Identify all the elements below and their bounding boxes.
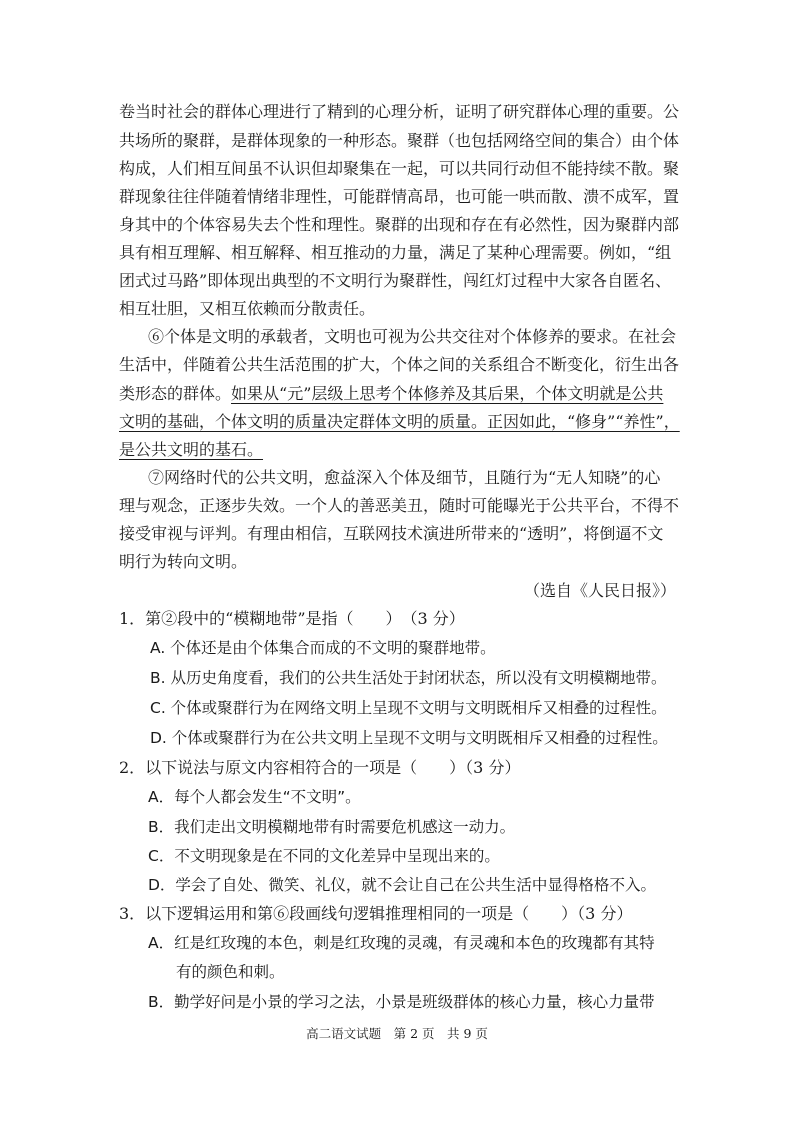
passage-line: 卷当时社会的群体心理进行了精到的心理分析，证明了研究群体心理的重要。公: [119, 102, 680, 121]
passage-line: 具有相互理解、相互解释、相互推动的力量，满足了某种心理需要。例如，“组: [119, 243, 672, 262]
passage-line: 身其中的个体容易失去个性和理性。聚群的出现和存在有必然性，因为聚群内部: [119, 215, 680, 234]
question-stem: 2．以下说法与原文内容相符合的一项是（ ）（3 分）: [119, 758, 521, 777]
option-d: D．学会了自处、微笑、礼仪，就不会让自己在公共生活中显得格格不入。: [148, 876, 656, 894]
source-citation: （选自《人民日报》）: [523, 581, 676, 600]
underlined-sentence: 如果从“元”层级上思考个体修养及其后果，个体文明就是公共: [231, 384, 664, 403]
option-a: A．每个人都会发生“不文明”。: [148, 788, 361, 806]
option-a: A. 个体还是由个体集合而成的不文明的聚群地带。: [150, 639, 496, 657]
passage-text: 类形态的群体。: [119, 384, 232, 403]
question-stem: 1．第②段中的“模糊地带”是指（ ） （3 分）: [119, 609, 465, 628]
passage-line: 团式过马路”即体现出典型的不文明行为聚群性，闯红灯过程中大家各自匿名、: [119, 271, 672, 290]
underlined-sentence: 文明的基础，个体文明的质量决定群体文明的质量。正因如此，“修身”“养性”，: [119, 412, 680, 431]
passage-line: ⑦网络时代的公共文明，愈益深入个体及细节，且随行为“无人知晓”的心: [148, 468, 661, 487]
passage-line: [119, 384, 663, 404]
passage-line: 明行为转向文明。: [119, 552, 248, 571]
question-stem: 3．以下逻辑运用和第⑥段画线句逻辑推理相同的一项是（ ）（3 分）: [119, 904, 633, 923]
passage-line: ⑥个体是文明的承载者，文明也可视为公共交往对个体修养的要求。在社会: [148, 327, 677, 346]
underlined-sentence: 是公共文明的基石。: [119, 440, 264, 459]
passage-line: 相互壮胆，又相互依赖而分散责任。: [119, 299, 376, 318]
option-d: D. 个体或聚群行为在公共文明上呈现不文明与文明既相斥又相叠的过程性。: [150, 729, 668, 747]
option-a: A．红是红玫瑰的本色，刺是红玫瑰的灵魂，有灵魂和本色的玫瑰都有其特: [148, 934, 655, 952]
option-a-continued: 有的颜色和刺。: [176, 963, 285, 981]
option-b: B. 从历史角度看，我们的公共生活处于封闭状态，所以没有文明模糊地带。: [150, 669, 667, 687]
option-b: B．我们走出文明模糊地带有时需要危机感这一动力。: [148, 818, 516, 836]
option-c: C. 个体或聚群行为在网络文明上呈现不文明与文明既相斥又相叠的过程性。: [150, 699, 667, 717]
passage-line: 理与观念，正逐步失效。一个人的善恶美丑，随时可能曝光于公共平台，不得不: [119, 496, 680, 515]
passage-line: 生活中，伴随着公共生活范围的扩大，个体之间的关系组合不断变化，衍生出各: [119, 355, 680, 374]
passage-line: 构成，人们相互间虽不认识但却聚集在一起，可以共同行动但不能持续不散。聚: [119, 159, 680, 178]
option-c: C．不文明现象是在不同的文化差异中呈现出来的。: [148, 847, 500, 865]
page-footer: 高二语文试题 第 2 页 共 9 页: [306, 1026, 488, 1041]
passage-line: 共场所的聚群，是群体现象的一种形态。聚群（也包括网络空间的集合）由个体: [119, 131, 680, 150]
passage-line: 群现象往往伴随着情绪非理性，可能群情高昂，也可能一哄而散、溃不成军，置: [119, 187, 680, 206]
passage-line: 接受审视与评判。有理由相信，互联网技术演进所带来的“透明”，将倒逼不文: [119, 524, 664, 543]
option-b: B．勤学好问是小景的学习之法，小景是班级群体的核心力量，核心力量带: [148, 993, 655, 1011]
